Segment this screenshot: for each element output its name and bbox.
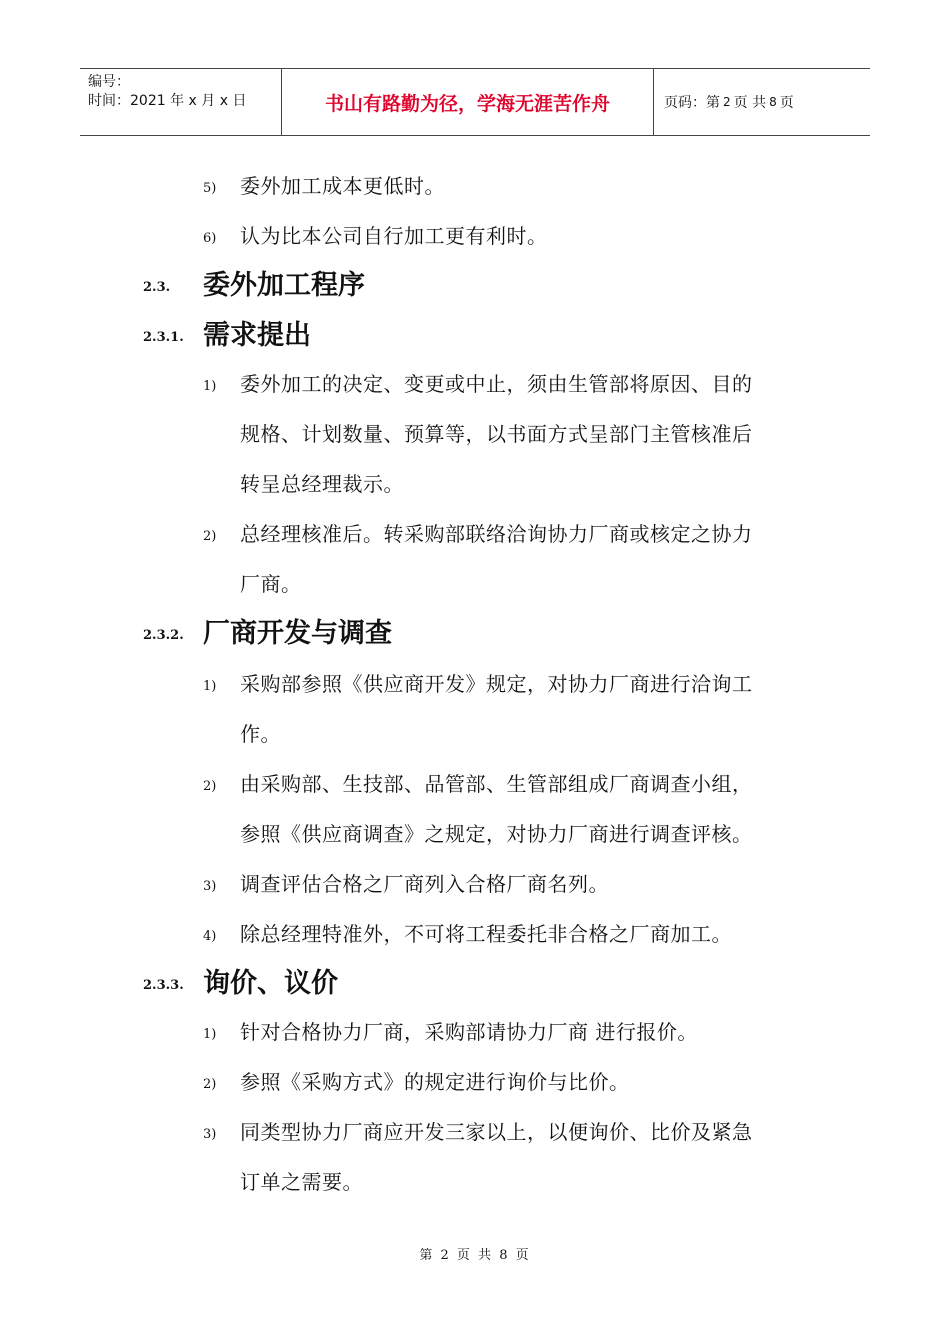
list-item: 4) 除总经理特准外，不可将工程委托非合格之厂商加工。	[203, 922, 732, 946]
list-item: 6) 认为比本公司自行加工更有利时。	[203, 224, 548, 248]
document-date: 时间：2021 年 x 月 x 日	[88, 93, 247, 109]
document-number-label: 编号：	[88, 74, 130, 90]
list-item: 3) 调查评估合格之厂商列入合格厂商名列。	[203, 872, 609, 896]
list-item-continuation: 厂商。	[240, 572, 302, 596]
list-item: 1) 针对合格协力厂商，采购部请协力厂商 进行报价。	[203, 1020, 698, 1044]
list-item: 1) 采购部参照《供应商开发》规定，对协力厂商进行洽询工	[203, 672, 753, 696]
section-heading: 2.3. 委外加工程序	[143, 270, 365, 301]
section-heading: 2.3.1. 需求提出	[143, 320, 311, 351]
list-item: 1) 委外加工的决定、变更或中止，须由生管部将原因、目的	[203, 372, 753, 396]
list-item: 2) 参照《采购方式》的规定进行询价与比价。	[203, 1070, 630, 1094]
list-item: 2) 总经理核准后。转采购部联络洽询协力厂商或核定之协力	[203, 522, 753, 546]
header-motto: 书山有路勤为径，学海无涯苦作舟	[282, 69, 654, 135]
list-item: 5) 委外加工成本更低时。	[203, 174, 445, 198]
header-page-info: 页码：第 2 页 共 8 页	[664, 95, 794, 111]
list-item-continuation: 作。	[240, 722, 281, 746]
list-item: 2) 由采购部、生技部、品管部、生管部组成厂商调查小组，	[203, 772, 753, 796]
header-meta	[80, 69, 282, 135]
list-item: 3) 同类型协力厂商应开发三家以上，以便询价、比价及紧急	[203, 1120, 753, 1144]
section-heading: 2.3.3. 询价、议价	[143, 968, 338, 999]
list-item-continuation: 规格、计划数量、预算等，以书面方式呈部门主管核准后	[240, 422, 753, 446]
page-header	[80, 68, 870, 136]
header-page-number: 2	[723, 95, 731, 109]
list-item-continuation: 转呈总经理裁示。	[240, 472, 404, 496]
page-footer: 第 2 页 共 8 页	[419, 1248, 531, 1263]
section-heading: 2.3.2. 厂商开发与调查	[143, 618, 392, 649]
list-item-continuation: 订单之需要。	[240, 1170, 363, 1194]
list-item-continuation: 参照《供应商调查》之规定，对协力厂商进行调查评核。	[240, 822, 753, 846]
header-page-total: 8	[769, 95, 777, 109]
